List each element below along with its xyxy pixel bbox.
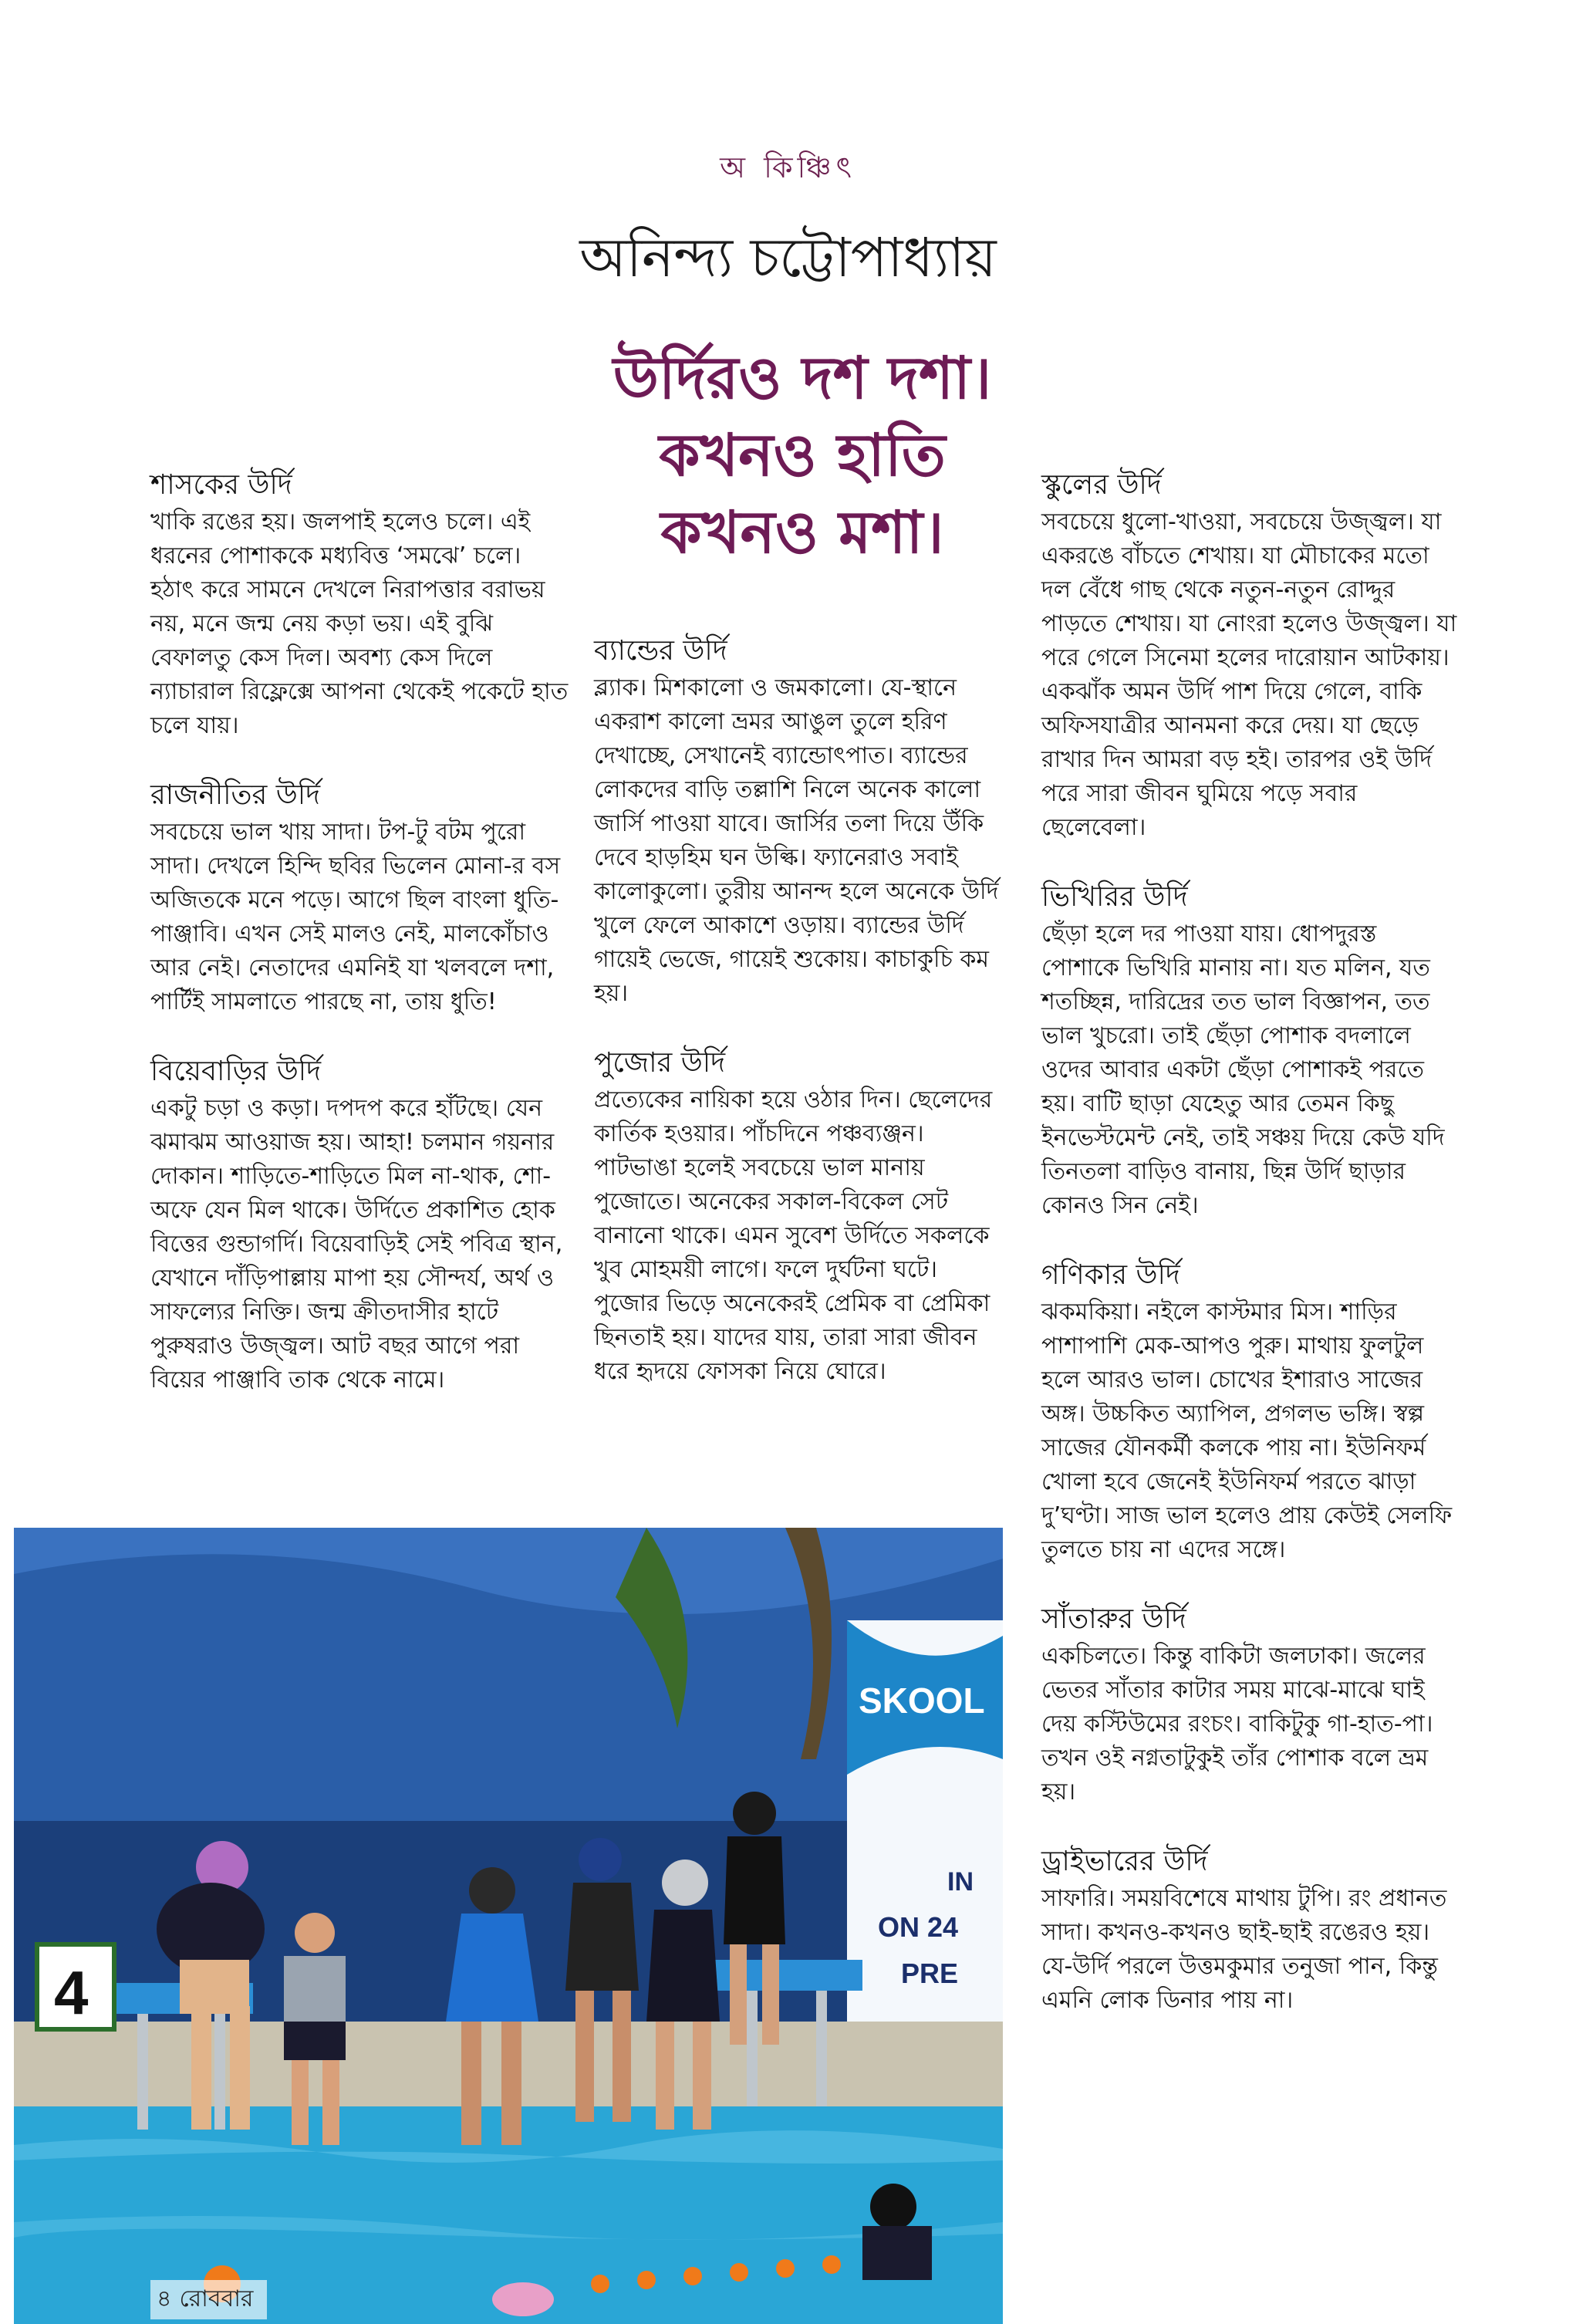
author-name: অনিন্দ্য চট্টোপাধ্যায় [579, 226, 997, 289]
banner-text: IN [947, 1867, 974, 1897]
lane-number: 4 [54, 1958, 89, 2027]
section-title: ভিখিরির উর্দি [1041, 881, 1188, 913]
section-body: সবচেয়ে ভাল খায় সাদা। টপ-টু বটম পুরো সাদা। দেখলে হিন্দি ছবির ভিলেন মোনা-র বস অজিতকে মনে পড়ে। আগে ছিল বাংলা ধুতি-পাঞ্জাবি। এখন সেই মালও নেই, মালকোঁচাও আর নেই। নেতাদের এমনিই যা খলবলে দশা, পার্টিই সামলাতে পারছে না, তায় ধুতি! [150, 819, 561, 1015]
section-body: প্রত্যেকের নায়িকা হয়ে ওঠার দিন। ছেলেদের কার্তিক হওয়ার। পাঁচদিনে পঞ্চব্যঞ্জন। পাটভাঙা হলেই সবচেয়ে ভাল মানায় পুজোতে। অনেকের সকাল-বিকেল সেট বানানো থাকে। এমন সুবেশ উর্দিতে সকলকে খুব মোহময়ী লাগে। ফলে দুর্ঘটনা ঘটে। পুজোর ভিড়ে অনেকেরই প্রেমিক বা প্রেমিকা ছিনতাই হয়। যাদের যায়, তারা সারা জীবন ধরে হৃদয়ে ফোসকা নিয়ে ঘোরে। [594, 1086, 993, 1385]
section-title: ব্যান্ডের উর্দি [594, 635, 727, 667]
swimming-pool-photo [14, 1528, 1003, 2324]
section-title: গণিকার উর্দি [1041, 1259, 1180, 1291]
section [594, 1045, 1003, 1389]
section [1041, 1843, 1458, 2018]
section-title: বিয়েবাড়ির উর্দি [150, 1056, 321, 1087]
column-middle [594, 633, 1003, 1423]
headline [555, 339, 1049, 571]
headline-line: কখনও হাতি [659, 421, 946, 489]
section-title: ড্রাইভারের উর্দি [1041, 1846, 1208, 1877]
section-name: রোববার [179, 2285, 254, 2312]
section-body: ব্ল্যাক। মিশকালো ও জমকালো। যে-স্থানে একরাশ কালো ভ্রমর আঙুল তুলে হরিণ দেখাচ্ছে, সেখানেই ব্যান্ডোৎপাত। ব্যান্ডের লোকদের বাড়ি তল্লাশি নিলে অনেক কালো জার্সি পাওয়া যাবে। জার্সির তলা দিয়ে উঁকি দেবে হাড়হিম ঘন উল্কি। ফ্যানেরাও সবাই কালোকুলো। তুরীয় আনন্দ হলে অনেকে উর্দি খুলে ফেলে আকাশে ওড়ায়। ব্যান্ডের উর্দি গায়েই ভেজে, গায়েই শুকোয়। কাচাকুচি কম হয়। [594, 674, 999, 1007]
section [1041, 467, 1458, 845]
column-right [1041, 467, 1458, 2052]
column-left [150, 467, 571, 1431]
section [150, 1053, 571, 1397]
banner-text: PRE [901, 1957, 959, 1989]
swimmer-cap [492, 2282, 554, 2316]
section-body: ঝকমকিয়া। নইলে কাস্টমার মিস। শাড়ির পাশাপাশি মেক-আপও পুরু। মাথায় ফুলটুল হলে আরও ভাল। চোখের ইশারাও সাজের অঙ্গ। উচ্চকিত অ্যাপিল, প্রগলভ ভঙ্গি। স্বল্প সাজের যৌনকর্মী কলকে পায় না। ইউনিফর্ম খোলা হবে জেনেই ইউনিফর্ম পরতে ঝাড়া দু’ঘণ্টা। সাজ ভাল হলেও প্রায় কেউই সেলফি তুলতে চায় না এদের সঙ্গে। [1041, 1299, 1453, 1563]
section-body: সবচেয়ে ধুলো-খাওয়া, সবচেয়ে উজ্জ্বল। যা একরঙে বাঁচতে শেখায়। যা মৌচাকের মতো দল বেঁধে গাছ থেকে নতুন-নতুন রোদ্দুর পাড়তে শেখায়। যা নোংরা হলেও উজ্জ্বল। যা পরে গেলে সিনেমা হলের দারোয়ান আটকায়। একঝাঁক অমন উর্দি পাশ দিয়ে গেলে, বাকি অফিসযাত্রীর আনমনা করে দেয়। যা ছেড়ে রাখার দিন আমরা বড় হই। তারপর ওই উর্দি পরে সারা জীবন ঘুমিয়ে পড়ে সবার ছেলেবেলা। [1041, 508, 1457, 841]
section [594, 633, 1003, 1011]
page-number: ৪ [157, 2285, 172, 2312]
section [1041, 1257, 1458, 1567]
section [1041, 1601, 1458, 1809]
section-title: স্কুলের উর্দি [1041, 469, 1162, 501]
banner-text: SKOOL [859, 1681, 985, 1721]
section-body: ছেঁড়া হলে দর পাওয়া যায়। ধোপদুরস্ত পোশাকে ভিখিরি মানায় না। যত মলিন, যত শতচ্ছিন্ন, দারিদ্রের তত ভাল বিজ্ঞাপন, তত ভাল খুচরো। তাই ছেঁড়া পোশাক বদলালে ওদের আবার একটা ছেঁড়া পোশাকই পরতে হয়। বাটি ছাড়া যেহেতু আর তেমন কিছু ইনভেস্টমেন্ট নেই, তাই সঞ্চয় দিয়ে কেউ যদি তিনতলা বাড়িও বানায়, ছিন্ন উর্দি ছাড়ার কোনও সিন নেই। [1041, 920, 1445, 1219]
kicker: অ কিঞ্চিৎ [720, 150, 856, 184]
section-title: পুজোর উর্দি [594, 1047, 726, 1079]
section [1041, 879, 1458, 1223]
headline-line: উর্দিরও দশ দশা। [613, 343, 992, 412]
section-body: সাফারি। সময়বিশেষে মাথায় টুপি। রং প্রধানত সাদা। কখনও-কখনও ছাই-ছাই রঙেরও হয়। যে-উর্দি পরলে উত্তমকুমার তনুজা পান, কিন্তু এমনি লোক ডিনার পায় না। [1041, 1885, 1447, 2014]
banner-text: ON 24 [878, 1911, 959, 1943]
section-title: সাঁতারুর উর্দি [1041, 1603, 1186, 1635]
section [150, 777, 571, 1019]
section-title: শাসকের উর্দি [150, 469, 292, 501]
page-folio [150, 2280, 267, 2319]
section-body: একচিলতে। কিন্তু বাকিটা জলঢাকা। জলের ভেতর সাঁতার কাটার সময় মাঝে-মাঝে ঘাই দেয় কস্টিউমের রংচং। বাকিটুকু গা-হাত-পা। তখন ওই নগ্নতাটুকুই তাঁর পোশাক বলে ভ্রম হয়। [1041, 1643, 1433, 1805]
section-body: খাকি রঙের হয়। জলপাই হলেও চলে। এই ধরনের পোশাককে মধ্যবিত্ত ‘সমঝে’ চলে। হঠাৎ করে সামনে দেখলে নিরাপত্তার বরাভয় নয়, মনে জন্ম নেয় কড়া ভয়। এই বুঝি বেফালতু কেস দিল। অবশ্য কেস দিলে ন্যাচারাল রিফ্লেক্সে আপনা থেকেই পকেটে হাত চলে যায়। [150, 508, 569, 739]
section-body: একটু চড়া ও কড়া। দপদপ করে হাঁটছে। যেন ঝমাঝম আওয়াজ হয়। আহা! চলমান গয়নার দোকান। শাড়িতে-শাড়িতে মিল না-থাক, শো-অফে যেন মিল থাকে। উর্দিতে প্রকাশিত হোক বিত্তের গুন্ডাগর্দি। বিয়েবাড়িই সেই পবিত্র স্থান, যেখানে দাঁড়িপাল্লায় মাপা হয় সৌন্দর্য, অর্থ ও সাফল্যের নিক্তি। জন্ম ক্রীতদাসীর হাটে পুরুষরাও উজ্জ্বল। আট বছর আগে পরা বিয়ের পাঞ্জাবি তাক থেকে নামে। [150, 1095, 563, 1393]
headline-line: কখনও মশা। [660, 498, 944, 566]
section [150, 467, 571, 743]
section-title: রাজনীতির উর্দি [150, 779, 321, 811]
